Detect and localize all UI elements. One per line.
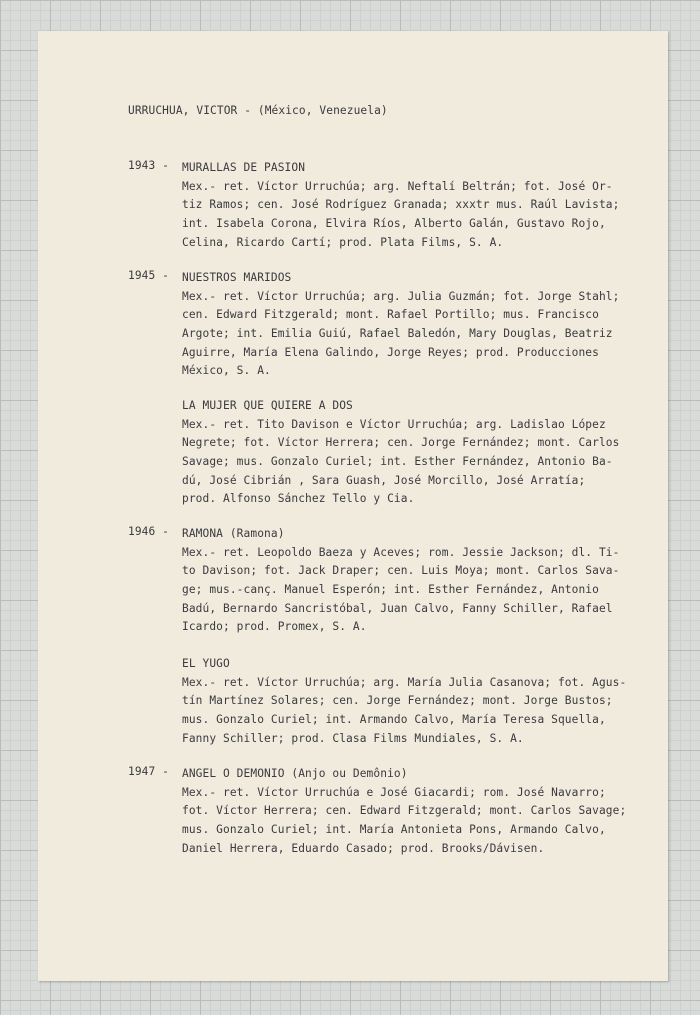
entry-line: Mex.- ret. Víctor Urruchúa; arg. María Julia Casanova; fot. Agus- [182,675,627,689]
entry-line: Mex.- ret. Víctor Urruchúa; arg. Julia Guzmán; fot. Jorge Stahl; [182,289,620,303]
filmography-entry [128,525,668,637]
entry-line: fot. Víctor Herrera; cen. Edward Fitzgerald; mont. Carlos Savage; [182,804,627,818]
entry-line: Mex.- ret. Tito Davison e Víctor Urruchúa; arg. Ladislao López [182,417,606,431]
entry-line: Fanny Schiller; prod. Clasa Films Mundiales, S. A. [182,731,524,745]
entry-title: ANGEL O DEMONIO (Anjo ou Demônio) [182,767,408,780]
entry-line: Mex.- ret. Leopoldo Baeza y Aceves; rom. Jessie Jackson; dl. Ti- [182,545,620,559]
filmography-entry [128,765,668,858]
entry-line: Negrete; fot. Víctor Herrera; cen. Jorge Fernández; mont. Carlos [182,436,620,450]
entry-line: to Davison; fot. Jack Draper; cen. Luis Moya; mont. Carlos Sava- [182,564,620,578]
entry-line: tiz Ramos; cen. José Rodríguez Granada; xxxtr mus. Raúl Lavista; [182,198,620,212]
document-heading: URRUCHUA, VICTOR - (México, Venezuela) [128,104,388,117]
entry-line: Mex.- ret. Víctor Urruchúa; arg. Neftalí Beltrán; fot. José Or- [182,179,613,193]
filmography-entry [128,269,668,381]
filmography-entry [128,159,668,252]
entry-line: Savage; mus. Gonzalo Curiel; int. Esther Fernández, Antonio Ba- [182,454,613,468]
entry-line: Badú, Bernardo Sancristóbal, Juan Calvo, Fanny Schiller, Rafael [182,601,613,615]
entry-year: 1947 - [128,765,170,778]
index-card [38,31,668,981]
entry-line: Mex.- ret. Víctor Urruchúa e José Giacardi; rom. José Navarro; [182,785,606,799]
entry-line: tín Martínez Solares; cen. Jorge Fernández; mont. Jorge Bustos; [182,694,613,708]
entry-title: NUESTROS MARIDOS [182,271,292,284]
entry-line: ge; mus.-canç. Manuel Esperón; int. Esther Fernández, Antonio [182,582,599,596]
entry-title: MURALLAS DE PASION [182,161,306,174]
entry-line: Icardo; prod. Promex, S. A. [182,620,367,634]
entry-line: cen. Edward Fitzgerald; mont. Rafael Portillo; mus. Francisco [182,308,599,322]
entry-year: 1943 - [128,159,170,172]
entry-line: Aguirre, María Elena Galindo, Jorge Reyes; prod. Producciones [182,345,599,359]
entry-line: Argote; int. Emilia Guiú, Rafael Baledón, Mary Douglas, Beatriz [182,326,613,340]
entry-year: 1946 - [128,525,170,538]
entry-title: RAMONA (Ramona) [182,527,285,540]
entry-line: Celina, Ricardo Cartí; prod. Plata Films, S. A. [182,235,504,249]
entry-line: prod. Alfonso Sánchez Tello y Cia. [182,492,415,506]
entry-title: EL YUGO [182,657,230,670]
entry-line: mus. Gonzalo Curiel; int. María Antonieta Pons, Armando Calvo, [182,822,606,836]
entry-line: México, S. A. [182,364,271,378]
filmography-entry [128,655,668,748]
entry-line: mus. Gonzalo Curiel; int. Armando Calvo, María Teresa Squella, [182,712,606,726]
entry-title: LA MUJER QUE QUIERE A DOS [182,399,353,412]
entry-line: Daniel Herrera, Eduardo Casado; prod. Brooks/Dávisen. [182,841,545,855]
entry-line: int. Isabela Corona, Elvira Ríos, Alberto Galán, Gustavo Rojo, [182,216,606,230]
entry-year: 1945 - [128,269,170,282]
filmography-entry [128,397,668,509]
entry-line: dú, José Cibrián , Sara Guash, José Morcillo, José Arratía; [182,473,586,487]
